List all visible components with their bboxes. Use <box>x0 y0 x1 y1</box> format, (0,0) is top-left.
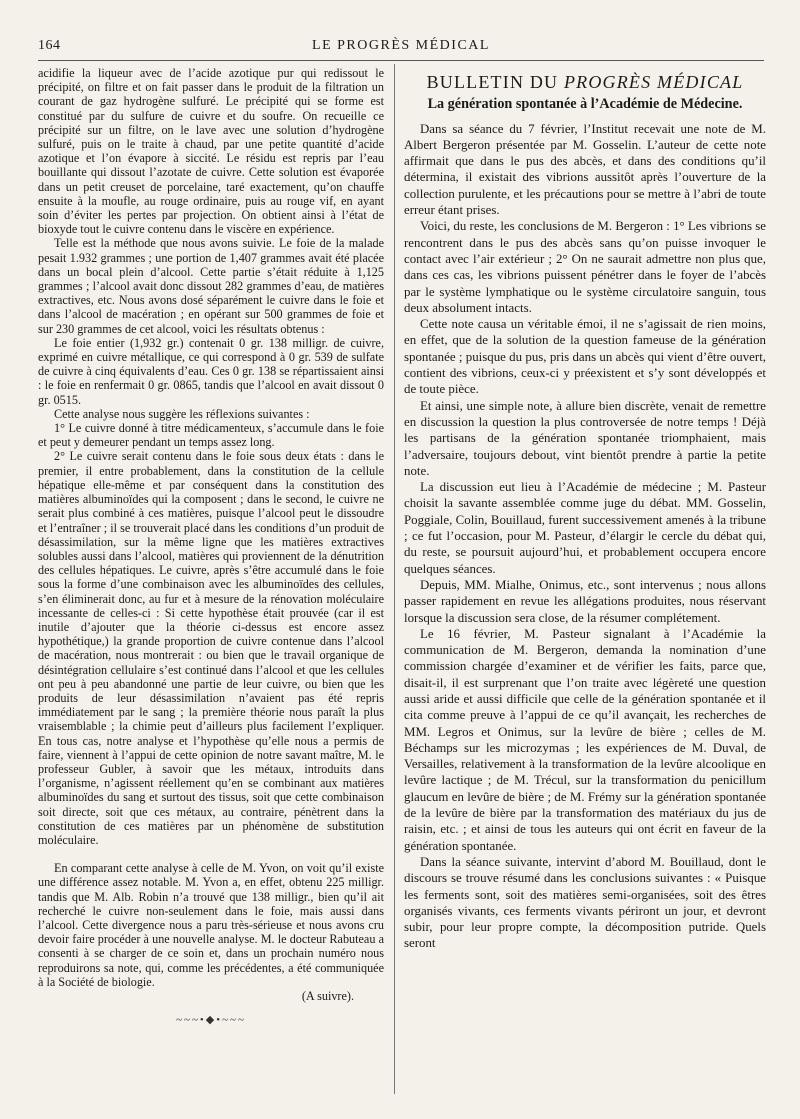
left-column <box>38 66 384 1027</box>
right-column <box>404 66 766 952</box>
paragraph: Le 16 février, M. Pasteur signalant à l’Académie la communication de M. Bergeron, demanda la nomination d’une commission chargée d’examiner et de vérifier les faits, parce que, disait-il, il est surprenant que l’on traite avec légèreté une question aussi aride et aussi difficile que celle de la génération spontanée et il cita comme preuve à l’appui de ce qu’il avançait, les recherches de MM. Legros et Onimus, sur la levûre de bière ; celles de M. Béchamps sur les microzymas ; les expériences de M. Duval, de Versailles, relativement à la transformation de la levûre alcoolique en levûre lactique ; de M. Trécul, sur la transformation du penicillum glaucum en levûre de bière ; de M. Frémy sur la génération spontanée de la levûre de bière par la transformation des matériaux du jus de raisin, etc. ; et ainsi de tous les auteurs qui ont écrit en faveur de la génération spontanée. <box>404 626 766 853</box>
journal-title: LE PROGRÈS MÉDICAL <box>312 38 490 53</box>
paragraph: Et ainsi, une simple note, à allure bien discrète, venait de remettre en discussion la question la plus controversée de notre temps ! Déjà les partisans de la génération spontanée triomphaient, mais l’adversaire, toujours debout, vint bientôt prendre à partie la petite note. <box>404 398 766 478</box>
ornament: ~~~•◆•~~~ <box>176 1014 246 1027</box>
bulletin-prefix: BULLETIN DU <box>426 72 564 92</box>
header-rule <box>38 60 764 61</box>
running-header <box>38 34 764 58</box>
paragraph: Telle est la méthode que nous avons suivie. Le foie de la malade pesait 1.932 grammes ; une portion de 1,407 grammes avait été placée dans un bocal plein d’alcool. Cette partie s’était réduite à 1,125 grammes ; l’alcool avait donc dissout 282 grammes d’eau, de matières extractives, etc. Nous avons dosé séparément le cuivre dans le foie et dans l’alcool de macération ; en opérant sur 500 grammes de foie et sur 230 grammes de cet alcool, voici les résultats obtenus : <box>38 236 384 336</box>
paragraph: Depuis, MM. Mialhe, Onimus, etc., sont intervenus ; nous allons passer rapidement en revue les allégations produites, nous réservant lorsque la discussion sera close, de la résumer complétement. <box>404 577 766 625</box>
paragraph: En comparant cette analyse à celle de M. Yvon, on voit qu’il existe une différence assez notable. M. Yvon a, en effet, obtenu 225 milligr. tandis que M. Alb. Robin n’a trouvé que 138 milligr., bien qu’il ait recherché le cuivre non-seulement dans le foie, mais aussi dans l’alcool. Cette divergence nous a paru très-sérieuse et nous avons cru devoir faire procéder à une nouvelle analyse. M. le docteur Rabuteau a consenti à se charger de ce soin et, dans un prochain numéro nous reproduirons sa note, qui, comme les précédentes, a été communiquée à la Société de biologie. <box>38 861 384 989</box>
paragraph: 2° Le cuivre serait contenu dans le foie sous deux états : dans le premier, il entre probablement, dans la constitution de la cellule hépatique elle-même et par conséquent dans la constitution des matières albuminoïdes qui la composent ; dans le second, le cuivre ne serait plus combiné à ces matières, puisque l’alcool peut le dissoudre et l’entraîner ; il se trouverait placé dans les conditions d’un produit de désassimilation, sur la même ligne que les matières extractives solubles aussi dans l’alcool, matières qui proviennent de la dénutrition des cellules hépatiques. Le cuivre, après s’être accumulé dans le foie sous la forme d’une combinaison avec les albuminoïdes des cellules, s’en éliminerait donc, au fur et à mesure de la rénovation moléculaire incessante de celles-ci : Si cette hypothèse était prouvée (car il est inutile d’ajouter que la théorie ci-dessus est encore assez hypothétique,) la grande proportion de cuivre contenue dans l’alcool de macération, nous montrerait : ou bien que le travail organique de désintégration cellulaire s’est continué dans l’alcool et que les cellules ont peu à peu abandonné une partie de leur cuivre, ou bien que les produits de leur désassimilation n’avaient pas été repris immédiatement par le sang ; la première théorie nous paraît la plus vraisemblable ; la chimie peut d’ailleurs plus facilement l’expliquer. En tous cas, notre analyse et l’hypothèse qu’elle nous a permis de faire, viennent à l’appui de cette opinion de notre savant maître, M. le professeur Gubler, à savoir que les métaux, introduits dans l’organisme, n’agissent réellement qu’en se combinant aux matières albuminoïdes du sang et surtout des tissus, soit que cette combinaison soit directe, soit que ces métaux, au contraire, pénètrent dans la constitution de ces matières par un phénomène de substitution moléculaire. <box>38 449 384 847</box>
column-divider <box>394 64 395 1094</box>
to-be-continued: (A suivre). <box>301 989 354 1003</box>
paragraph: La discussion eut lieu à l’Académie de médecine ; M. Pasteur choisit la savante assemblée comme juge du débat. MM. Gosselin, Poggiale, Colin, Bouillaud, furent successivement amenés à la tribune ; ce fut l’occasion, pour M. Pasteur, d’élargir le cercle du débat qui, du reste, se poursuit aujourd’hui, et probablement occupera encore quelques séances. <box>404 480 766 576</box>
page-number: 164 <box>38 38 61 53</box>
article-title: La génération spontanée à l’Académie de Médecine. <box>427 96 743 113</box>
paragraph: Le foie entier (1,932 gr.) contenait 0 gr. 138 milligr. de cuivre, exprimé en cuivre métallique, ce qui correspond à 0 gr. 539 de sulfate de cuivre à cinq équivalents d’eau. Ces 0 gr. 138 se répartissaient ainsi : le foie en renfermait 0 gr. 0865, tandis que l’alcool en avait dissout 0 gr. 0515. <box>38 335 384 407</box>
paragraph: Dans sa séance du 7 février, l’Institut recevait une note de M. Albert Bergeron présentée par M. Gosselin. L’auteur de cette note affirmait que dans le pus des abcès, et dans des conditions qu’il détermina, il existait des vibrions aussitôt après l’ouverture de la collection purulente, et les précautions pour se mettre à l’abri de toute erreur étant prises. <box>404 121 766 218</box>
paragraph: acidifie la liqueur avec de l’acide azotique pur qui redissout le précipité, on filtre et on fait passer dans le produit de la filtration un courant de gaz hydrogène sulfuré. Le précipité qui se forme est constitué par du sulfure de cuivre et du soufre. On recueille ce précipité sur un filtre, on le lave avec une solution d’hydrogène sulfuré, puis on le traite à chaud, par une petite quantité d’acide azotique et l’on évapore à siccité. Le résidu est repris par l’eau bouillante qui dissout l’azotate de cuivre. Cette solution est évaporée dans un petit creuset de porcelaine, taré exactement, qu’on chauffe ensuite à la moufle, au rouge ordinaire, puis au rouge vif, en ayant soin d’éviter les pertes par projection. On obtient ainsi à l’état de bioxyde tout le cuivre contenu dans le viscère en expérience. <box>38 66 384 237</box>
bulletin-journal-name: PROGRÈS MÉDICAL <box>563 72 744 92</box>
paragraph: Cette analyse nous suggère les réflexions suivantes : <box>54 406 310 421</box>
paragraph: Cette note causa un véritable émoi, il ne s’agissait de rien moins, en effet, que de la solution de la question fameuse de la génération spontanée ; puisque du pus, pris dans un abcès qui vient d’être ouvert, contient des vibrions, ceux-ci y préexistent et s’y sont développés et de toute pièce. <box>404 317 766 397</box>
paragraph: Voici, du reste, les conclusions de M. Bergeron : 1° Les vibrions se rencontrent dans le pus des abcès sans qu’on puisse invoquer le contact avec l’air extérieur ; 2° On ne saurait admettre non plus que, dans ces cas, les vibrions puissent pénétrer dans le foyer de l’abcès par le système lymphatique ou le système circulatoire sanguin, tous deux absolument intacts. <box>404 219 766 315</box>
paragraph: 1° Le cuivre donné à titre médicamenteux, s’accumule dans le foie et peut y demeurer pendant un temps assez long. <box>38 421 384 450</box>
bulletin-heading <box>404 74 766 90</box>
paragraph: Dans la séance suivante, intervint d’abord M. Bouillaud, dont le discours se trouve résumé dans les conclusions suivantes : « Puisque les ferments sont, soit des matières semi-organisées, soit des êtres organisés vivants, ces ferments vivants périront un jour, et devront subir, pour leur propre compte, la décomposition putride. Quels seront <box>404 854 766 951</box>
